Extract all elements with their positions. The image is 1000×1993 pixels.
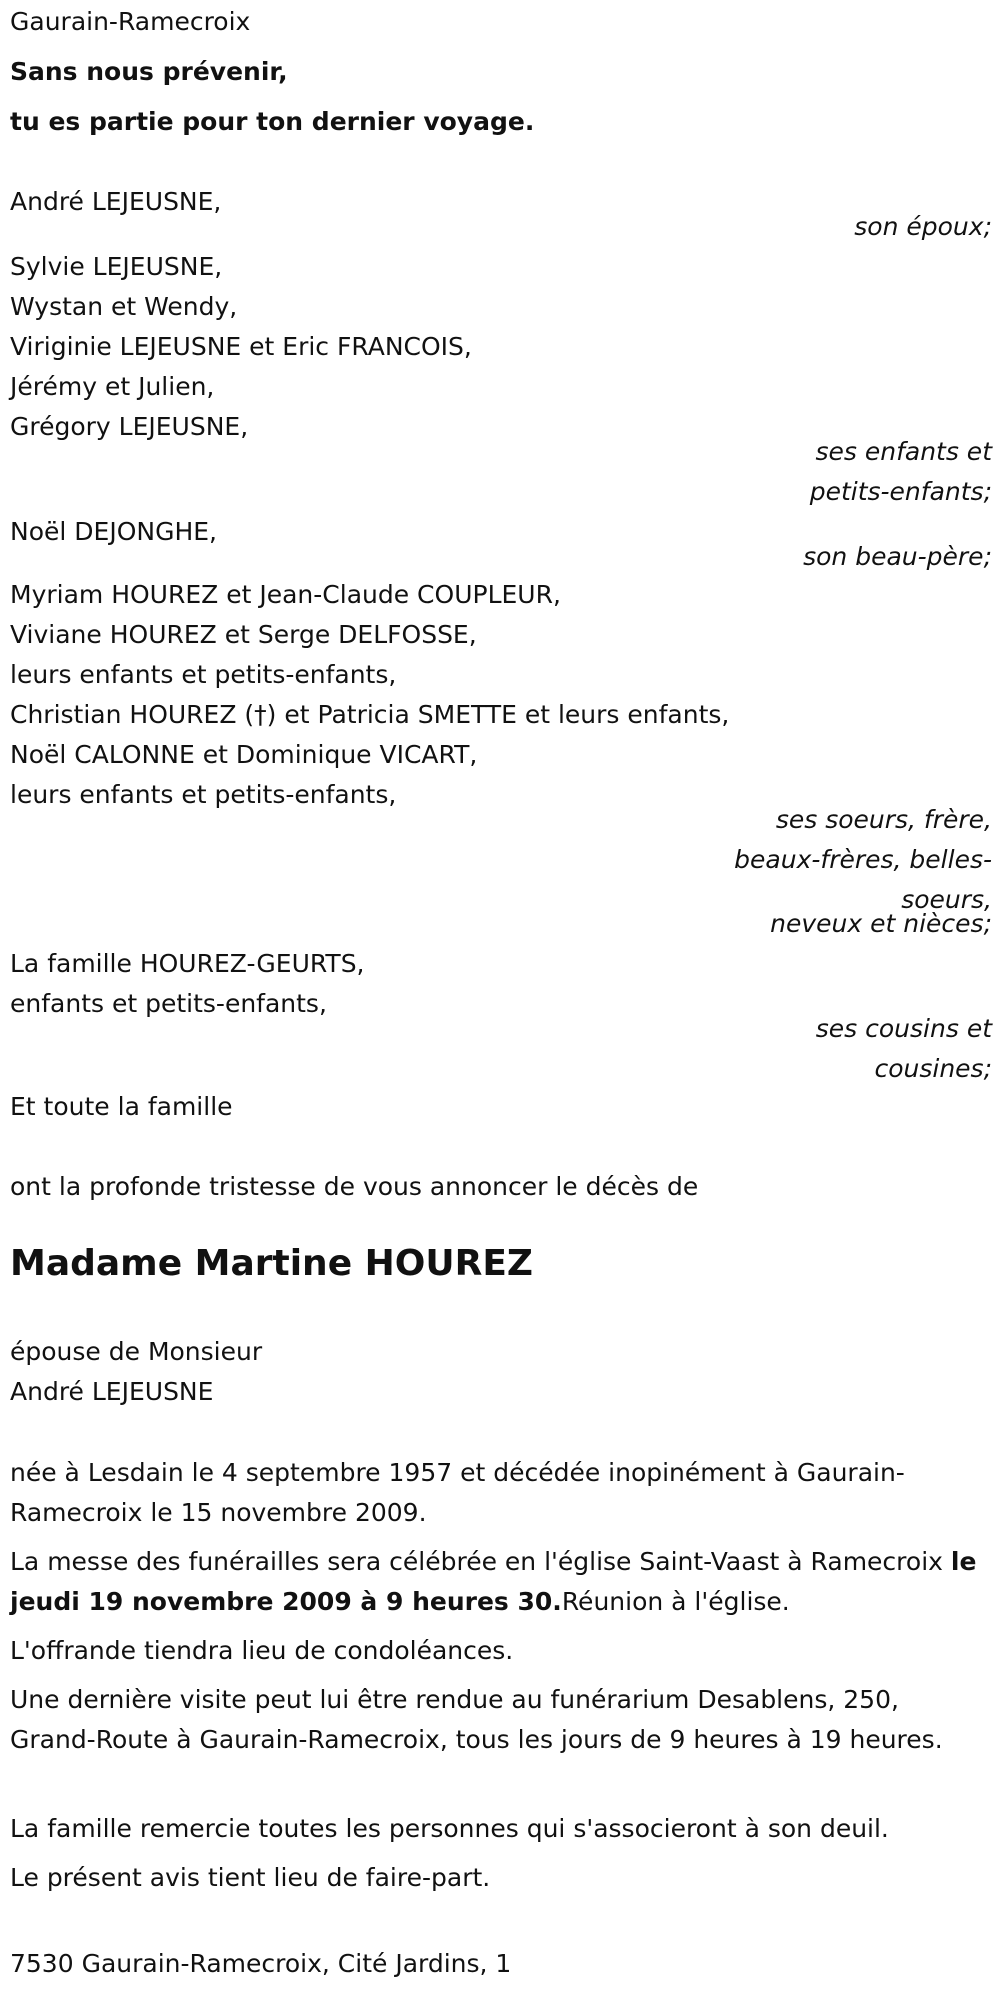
relation-label: ses enfants et xyxy=(815,437,992,466)
mass-text: La messe des funérailles sera célébrée en l'église Saint-Vaast à Ramecroix xyxy=(10,1547,951,1576)
announcement-line: ont la profonde tristesse de vous annoncer le décès de xyxy=(10,1172,699,1201)
relation-label: soeurs, xyxy=(901,885,992,914)
family-name: Viviane HOUREZ et Serge DELFOSSE, xyxy=(10,620,477,649)
relation-label: ses cousins et xyxy=(815,1014,992,1043)
family-name: leurs enfants et petits-enfants, xyxy=(10,780,397,809)
family-name: Christian HOUREZ (†) et Patricia SMETTE et leurs enfants, xyxy=(10,700,730,729)
notice-paragraph: Le présent avis tient lieu de faire-part. xyxy=(10,1863,491,1892)
family-name: Jérémy et Julien, xyxy=(10,372,215,401)
deceased-name: Madame Martine HOUREZ xyxy=(10,1243,534,1284)
birth-death-paragraph: née à Lesdain le 4 septembre 1957 et décédée inopinément à Gaurain-Ramecroix le 15 novembre 2009. xyxy=(10,1458,905,1527)
family-name: André LEJEUSNE, xyxy=(10,187,222,216)
offering-paragraph: L'offrande tiendra lieu de condoléances. xyxy=(10,1636,514,1665)
relation-label: cousines; xyxy=(874,1054,992,1083)
mass-date: le jeudi 19 novembre 2009 à 9 heures 30. xyxy=(10,1547,977,1616)
family-name: Noël DEJONGHE, xyxy=(10,517,217,546)
address-line: 7530 Gaurain-Ramecroix, Cité Jardins, 1 xyxy=(10,1949,512,1978)
thanks-paragraph: La famille remercie toutes les personnes qui s'associeront à son deuil. xyxy=(10,1814,889,1843)
spouse-line-1: épouse de Monsieur xyxy=(10,1337,263,1366)
family-name: Sylvie LEJEUSNE, xyxy=(10,252,223,281)
family-name: Noël CALONNE et Dominique VICART, xyxy=(10,740,478,769)
place-header: Gaurain-Ramecroix xyxy=(10,7,251,36)
all-family-line: Et toute la famille xyxy=(10,1092,233,1121)
family-name: Viriginie LEJEUSNE et Eric FRANCOIS, xyxy=(10,332,472,361)
relation-label: son beau-père; xyxy=(803,542,992,571)
relation-label: petits-enfants; xyxy=(809,477,992,506)
family-name: Grégory LEJEUSNE, xyxy=(10,412,249,441)
family-name: leurs enfants et petits-enfants, xyxy=(10,660,397,689)
family-name: Myriam HOUREZ et Jean-Claude COUPLEUR, xyxy=(10,580,561,609)
intro-line-2: tu es partie pour ton dernier voyage. xyxy=(10,107,535,136)
intro-line-1: Sans nous prévenir, xyxy=(10,57,288,86)
family-name: enfants et petits-enfants, xyxy=(10,989,327,1018)
relation-label: neveux et nièces; xyxy=(770,909,992,938)
visit-paragraph: Une dernière visite peut lui être rendue au funérarium Desablens, 250, Grand-Route à Gaurain-Ramecroix, tous les jours de 9 heures à 19 heures. xyxy=(10,1685,943,1754)
family-name: Wystan et Wendy, xyxy=(10,292,238,321)
relation-label: beaux-frères, belles- xyxy=(734,845,992,874)
mass-meeting: Réunion à l'église. xyxy=(561,1587,790,1616)
funeral-mass-paragraph xyxy=(10,1542,980,1622)
family-name: La famille HOUREZ-GEURTS, xyxy=(10,949,365,978)
relation-label: ses soeurs, frère, xyxy=(775,805,992,834)
spouse-line-2: André LEJEUSNE xyxy=(10,1377,214,1406)
relation-label: son époux; xyxy=(854,212,992,241)
